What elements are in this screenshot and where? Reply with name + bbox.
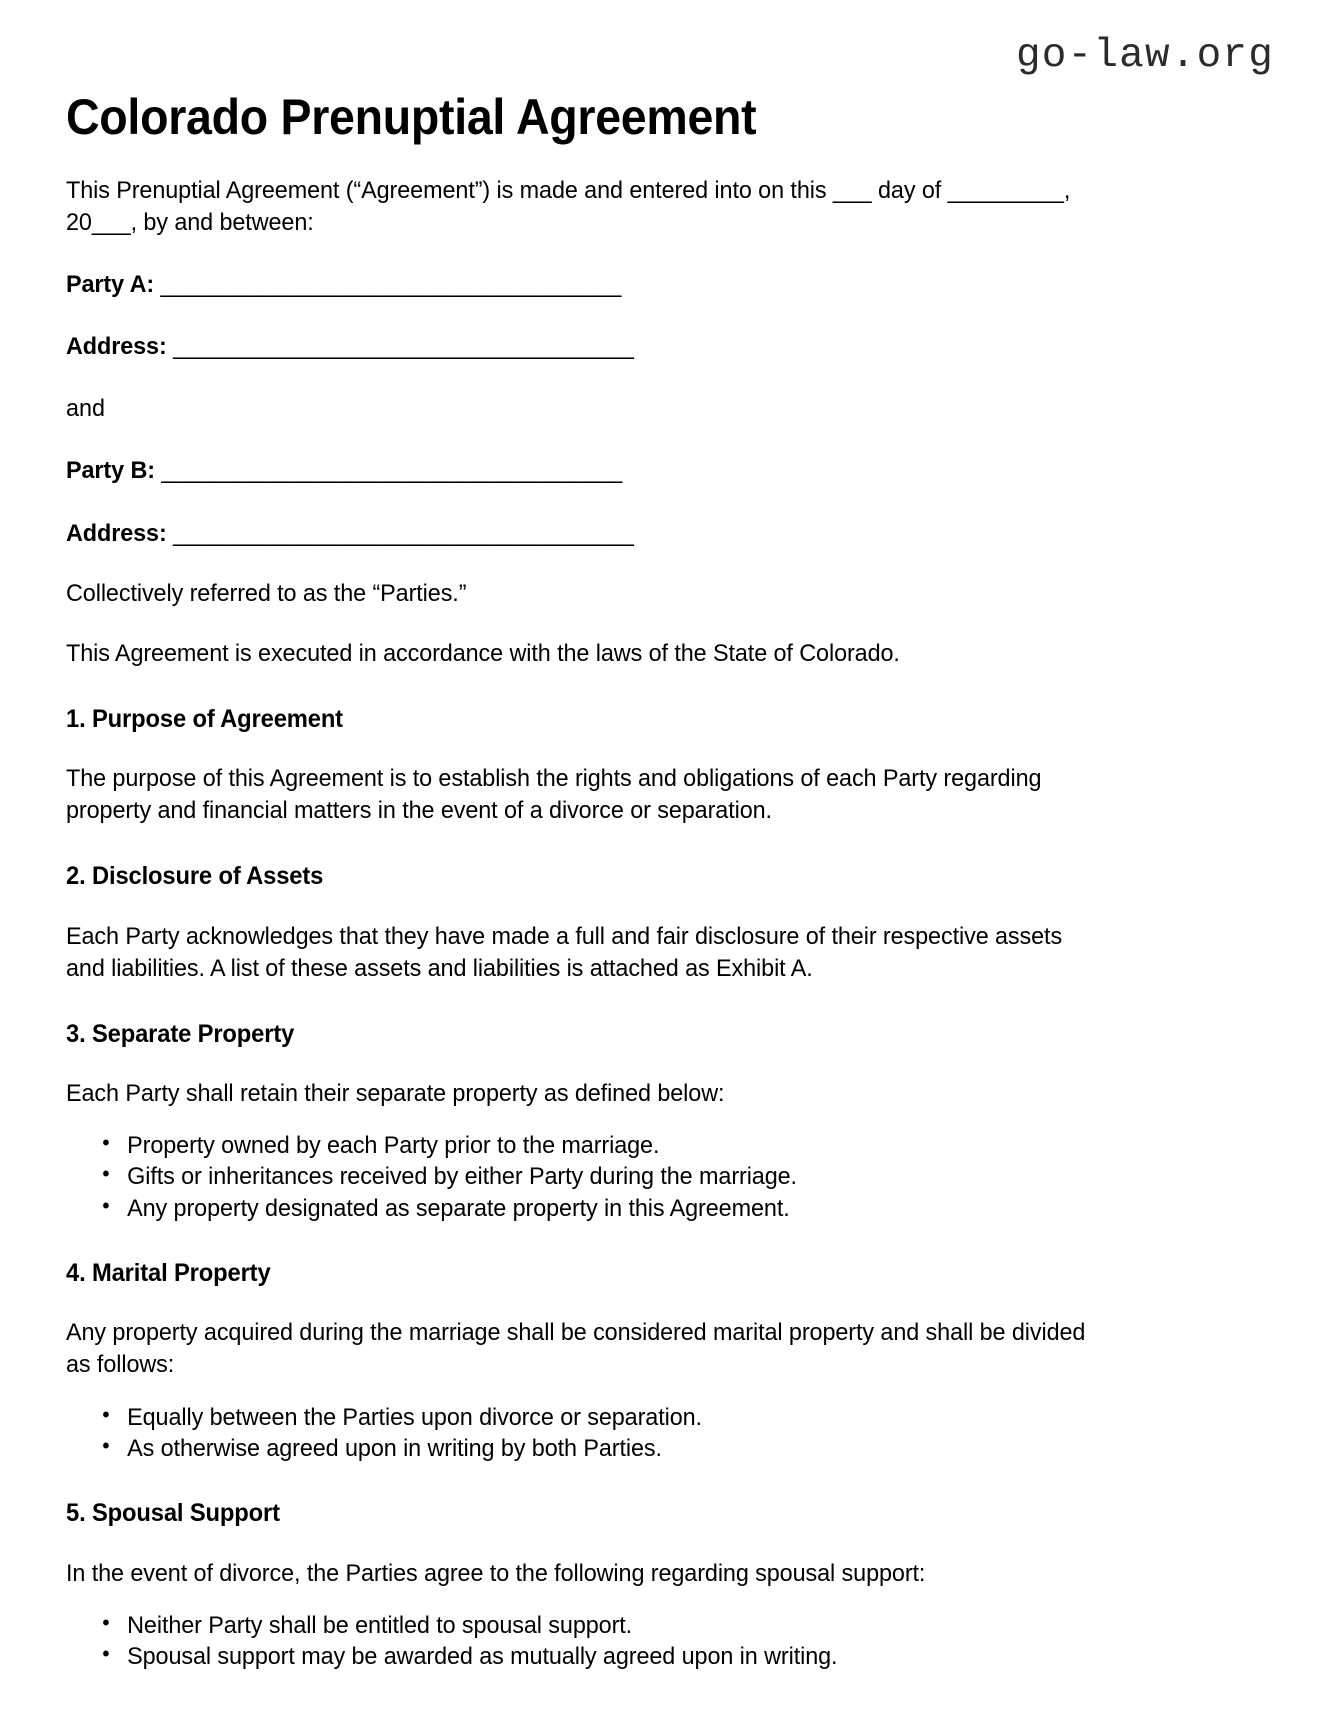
- list-item: • Neither Party shall be entitled to spousal support.: [66, 1610, 1107, 1641]
- site-watermark: go-law.org: [1015, 33, 1274, 79]
- intro-paragraph: This Prenuptial Agreement (“Agreement”) is made and entered into on this ___ day of _________, 20___, by and between:: [66, 177, 1071, 237]
- list-item: • Any property designated as separate property in this Agreement.: [66, 1193, 1107, 1224]
- party-b-label: Party B:: [66, 457, 155, 485]
- section-heading-1: 1. Purpose of Agreement: [66, 704, 343, 733]
- page-title: Colorado Prenuptial Agreement: [66, 89, 757, 145]
- address-b-blank[interactable]: _____________________________________: [173, 519, 634, 547]
- governing-law-paragraph: This Agreement is executed in accordance with the laws of the State of Colorado.: [66, 639, 900, 667]
- list-item: • Spousal support may be awarded as mutually agreed upon in writing.: [66, 1641, 1107, 1672]
- list-item: • Gifts or inheritances received by either Party during the marriage.: [66, 1161, 1107, 1192]
- address-a-field: [66, 301, 1107, 363]
- section-bullets-3: [66, 1110, 1107, 1224]
- and-connector: and: [66, 395, 106, 423]
- section-heading-4: 4. Marital Property: [66, 1259, 271, 1288]
- party-a-label: Party A:: [66, 271, 155, 299]
- party-a-blank[interactable]: _____________________________________: [160, 271, 621, 299]
- section-body-5: In the event of divorce, the Parties agree to the following regarding spousal support:: [66, 1559, 926, 1587]
- section-heading-2: 2. Disclosure of Assets: [66, 862, 324, 891]
- list-item: • As otherwise agreed upon in writing by both Parties.: [66, 1433, 1107, 1464]
- list-item: • Property owned by each Party prior to the marriage.: [66, 1130, 1107, 1161]
- address-b-field: [66, 488, 1107, 550]
- section-body-4: Any property acquired during the marriage shall be considered marital property and shall be divided as follows:: [66, 1319, 1086, 1379]
- section-heading-3: 3. Separate Property: [66, 1019, 295, 1048]
- address-a-label: Address:: [66, 333, 167, 361]
- document-content: [66, 0, 1156, 1672]
- section-body-3: Each Party shall retain their separate property as defined below:: [66, 1079, 725, 1107]
- party-a-field: [66, 239, 1107, 301]
- section-body-2: Each Party acknowledges that they have made a full and fair disclosure of their respective assets and liabilities. A list of these assets and liabilities is attached as Exhibit A.: [66, 922, 1063, 982]
- party-b-blank[interactable]: _____________________________________: [161, 457, 622, 485]
- section-bullets-4: [66, 1382, 1107, 1465]
- address-b-label: Address:: [66, 519, 167, 547]
- section-heading-5: 5. Spousal Support: [66, 1499, 280, 1528]
- collectively-paragraph: Collectively referred to as the “Parties.”: [66, 579, 467, 607]
- list-item: • Equally between the Parties upon divorce or separation.: [66, 1402, 1107, 1433]
- address-a-blank[interactable]: _____________________________________: [173, 333, 634, 361]
- section-body-1: The purpose of this Agreement is to establish the rights and obligations of each Party regarding property and financial matters in the event of a divorce or separation.: [66, 765, 1042, 825]
- party-b-field: [66, 425, 1107, 487]
- section-bullets-5: [66, 1590, 1107, 1673]
